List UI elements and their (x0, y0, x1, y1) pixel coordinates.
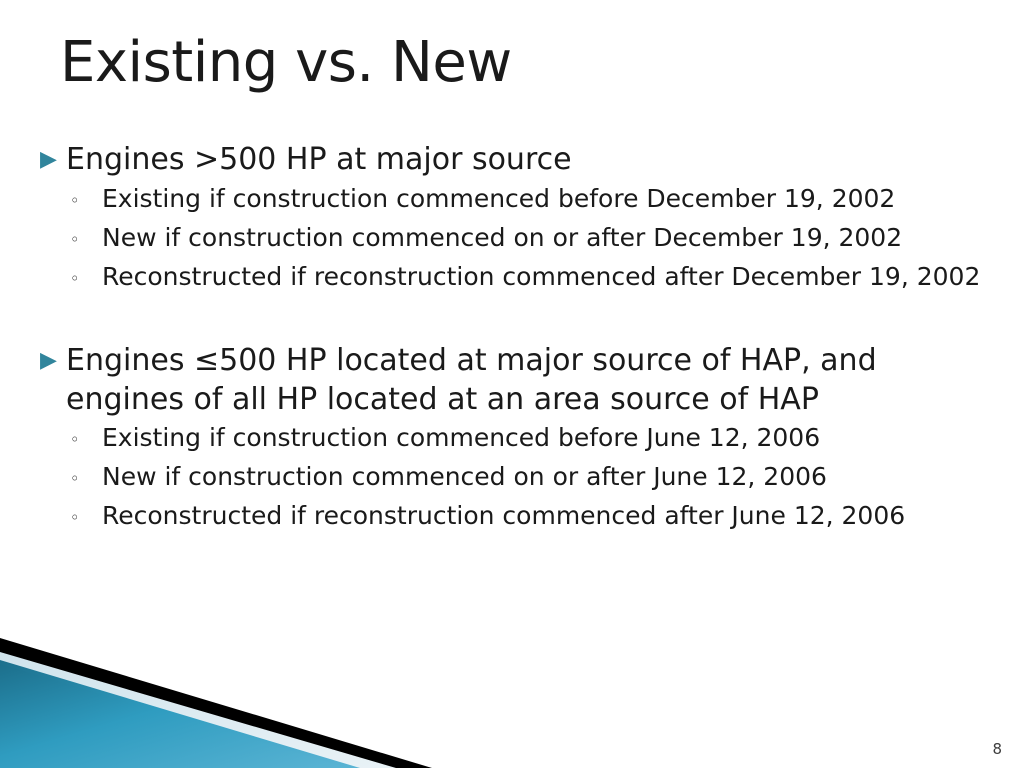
circle-bullet-icon: ◦ (70, 508, 80, 527)
page-title: Existing vs. New (60, 30, 512, 95)
list-item (36, 221, 996, 259)
bullet-text: Engines ≤500 HP located at major source of HAP, and engines of all HP located at an area source of HAP (66, 343, 877, 417)
bullet-group (36, 140, 996, 298)
list-item (36, 460, 996, 498)
spacer (36, 299, 996, 341)
sub-bullet-text: Reconstructed if reconstruction commenced after December 19, 2002 (102, 262, 981, 291)
triangle-bullet-icon: ▶ (40, 147, 57, 172)
list-item (36, 260, 996, 298)
bullet-group (36, 341, 996, 537)
sub-bullet-text: New if construction commenced on or after June 12, 2006 (102, 462, 827, 491)
list-item (36, 140, 996, 180)
circle-bullet-icon: ◦ (70, 430, 80, 449)
sub-bullet-text: Reconstructed if reconstruction commenced after June 12, 2006 (102, 501, 906, 530)
circle-bullet-icon: ◦ (70, 269, 80, 288)
sub-list (36, 182, 996, 298)
list-item (36, 421, 996, 459)
list-item (36, 499, 996, 537)
circle-bullet-icon: ◦ (70, 230, 80, 249)
list-item (36, 341, 996, 419)
sub-bullet-text: New if construction commenced on or after December 19, 2002 (102, 223, 903, 252)
bullet-text: Engines >500 HP at major source (66, 142, 572, 177)
triangle-bullet-icon: ▶ (40, 348, 57, 373)
corner-decoration (0, 638, 620, 768)
sub-bullet-text: Existing if construction commenced before June 12, 2006 (102, 423, 821, 452)
circle-bullet-icon: ◦ (70, 469, 80, 488)
circle-bullet-icon: ◦ (70, 191, 80, 210)
sub-bullet-text: Existing if construction commenced before December 19, 2002 (102, 184, 896, 213)
list-item (36, 182, 996, 220)
page-number: 8 (992, 740, 1002, 758)
slide-body (36, 140, 996, 538)
sub-list (36, 421, 996, 537)
